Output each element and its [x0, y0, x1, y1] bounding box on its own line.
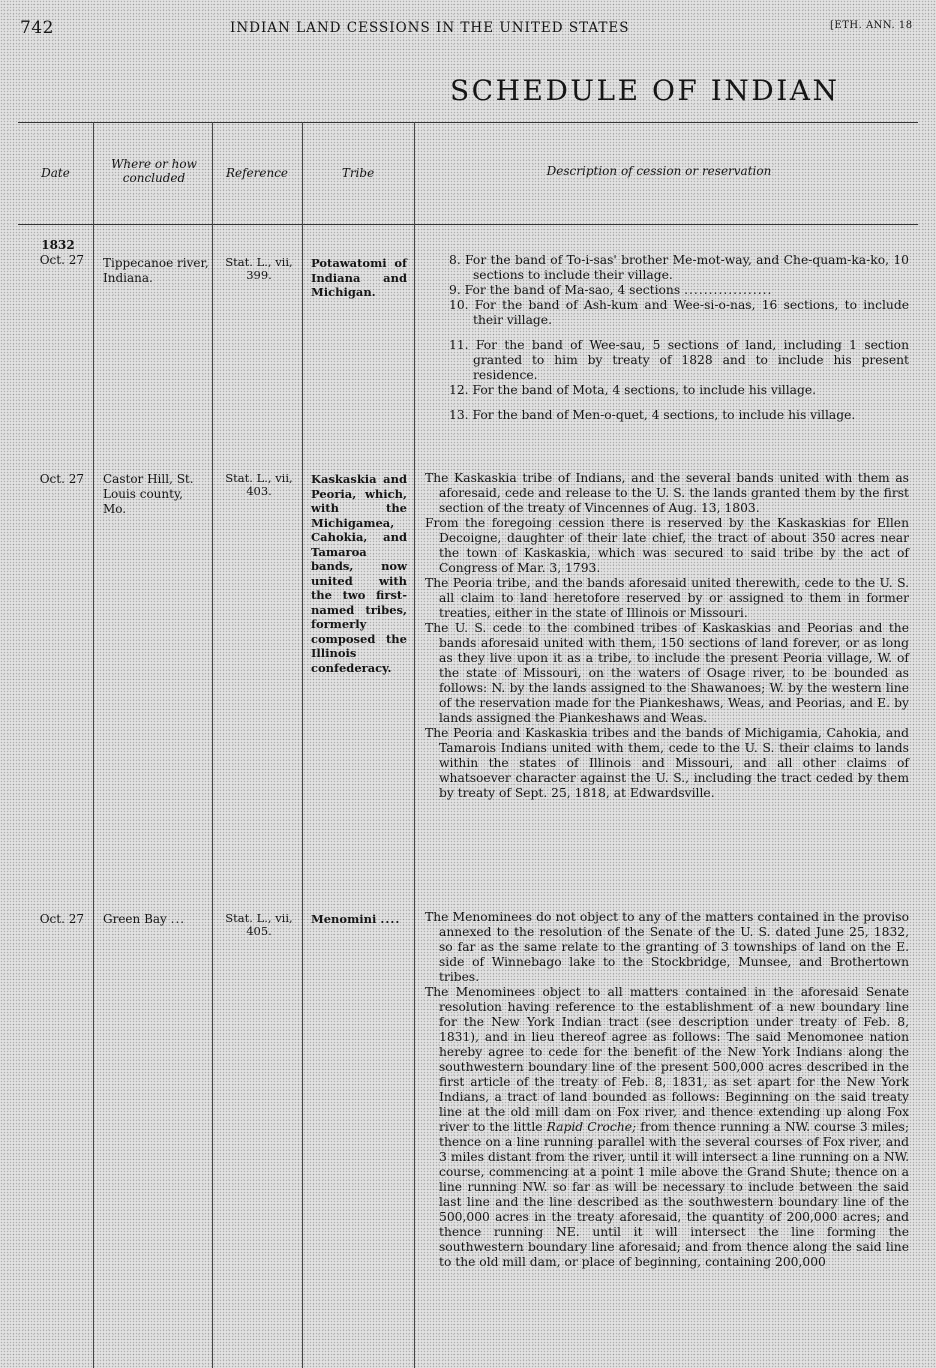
entry-2-para-3: The Peoria tribe, and the bands aforesaid united therewith, cede to the U. S. all claim to land heretofore reserved by or assigned to them in former treaties, either in the state of Illinois or Missouri.: [425, 576, 909, 620]
entry-1-para-3: 10. For the band of Ash-kum and Wee-si-o-nas, 16 sections, to include their village.: [449, 298, 909, 327]
entry-3-date: Oct. 27: [39, 912, 84, 926]
entry-2-para-4: The U. S. cede to the combined tribes of Kaskaskias and Peorias and the bands aforesaid united with them, 150 sections of land forever, or as long as they live upon it as a tribe, to include the present Peoria village, W. of the state of Missouri, on the waters of Osage river, to be bounded as follows: N. by the lands assigned to the Shawanoes; W. by the western line of the reservation made for the Piankeshaws, Weas, and Peorias, and E. by lands assigned the Piankeshaws and Weas.: [425, 621, 909, 725]
rapid-croche-italic: Rapid Croche;: [546, 1120, 637, 1134]
entry-1-para-2: 9. For the band of Ma-sao, 4 sections ..................: [449, 283, 773, 297]
running-header: [0, 18, 936, 40]
entry-1-para-1: 8. For the band of To-i-sas' brother Me-mot-way, and Che-quam-ka-ko, 10 sections to include their village.: [449, 253, 909, 282]
entry-3-description: [425, 910, 909, 1270]
entry-1-date: 1832 Oct. 27: [18, 238, 84, 268]
entry-1-tribe: Potawatomi of Indiana and Michigan.: [311, 256, 407, 299]
entry-3-tribe: Menomini ....: [311, 912, 401, 926]
column-divider-3: [302, 122, 303, 1368]
entry-3-para-2: The Menominees object to all matters contained in the aforesaid Senate resolution having reference to the establishment of a new boundary line for the New York Indian tract (see description under treaty of Feb. 8, 1831), and in lieu thereof agree as follows: The said Menomonee nation hereby agree to cede for the benefit of the New York Indians along the southwestern boundary line of the present 500,000 acres described in the first article of the treaty of Feb. 8, 1831, as set apart for the New York Indians, a tract of land bounded as follows: Beginning on the said treaty line at the old mill dam on Fox river, and thence extending up along Fox river to the little Rapid Croche; from thence running a NW. course 3 miles; thence on a line running parallel with the several courses of Fox river, and 3 miles distant from the river, until it will intersect a line running on a NW. course, commencing at a point 1 mile above the Grand Shute; thence on a line running NW. so far as will be necessary to include between the said last line and the line described as the southwestern boundary line of the 500,000 acres in the treaty aforesaid, the quantity of 200,000 acres; and thence running NE. until it will intersect the line forming the southwestern boundary line aforesaid; and from thence along the said line to the old mill dam, or place of beginning, containing 200,000: [425, 985, 909, 1269]
entry-3-where: Green Bay ...: [103, 912, 186, 926]
entry-2-description: [425, 471, 909, 801]
column-header-reference: Reference: [225, 166, 289, 180]
entry-2-para-1: The Kaskaskia tribe of Indians, and the several bands united with them as aforesaid, cede and release to the U. S. the lands granted them by the first section of the treaty of Vincennes of Aug. 13, 1803.: [425, 471, 909, 515]
entry-3-para-1: The Menominees do not object to any of the matters contained in the proviso annexed to the resolution of the Senate of the U. S. dated June 25, 1832, so far as the same relate to the granting of 3 townships of land on the E. side of Winnebago lake to the Stockbridge, Munsee, and Brothertown tribes.: [425, 910, 909, 984]
column-header-date: Date: [41, 166, 70, 180]
column-divider-1: [93, 122, 94, 1368]
entry-2-para-2: From the foregoing cession there is reserved by the Kaskaskias for Ellen Decoigne, daughter of their late chief, the tract of about 350 acres near the town of Kaskaskia, which was secured to said tribe by the act of Congress of Mar. 3, 1793.: [425, 516, 909, 575]
running-right-label: [ETH. ANN. 18: [830, 20, 913, 31]
schedule-title: SCHEDULE OF INDIAN: [450, 74, 840, 107]
table-header-rule: [18, 224, 918, 225]
entry-2-reference: Stat. L., vii, 403.: [225, 471, 293, 498]
column-header-tribe: Tribe: [341, 166, 375, 180]
column-divider-4: [414, 122, 415, 1368]
entry-1-para-4: 11. For the band of Wee-sau, 5 sections of land, including 1 section granted to him by treaty of 1828 and to include his present residence.: [449, 338, 909, 382]
entry-3-reference: Stat. L., vii, 405.: [225, 911, 293, 938]
entry-1-where: Tippecanoe river, Indiana.: [103, 256, 209, 285]
entry-1-year: 1832: [41, 238, 75, 252]
column-header-where: Where or how concluded: [111, 157, 197, 185]
entry-2-para-5: The Peoria and Kaskaskia tribes and the bands of Michigamia, Cahokia, and Tamarois Indians united with them, cede to the U. S. their claims to lands within the states of Illinois and Missouri, and all other claims of whatsoever character against the U. S., including the tract ceded by them by treaty of Sept. 25, 1818, at Edwardsville.: [425, 726, 909, 800]
entry-2-tribe: Kaskaskia and Peoria, which, with the Michigamea, Cahokia, and Tamaroa bands, now united with the two first-named tribes, formerly composed the Illinois confederacy.: [311, 472, 407, 675]
entry-1-description: [425, 253, 909, 423]
page-number: 742: [20, 18, 54, 38]
entry-1-reference: Stat. L., vii, 399.: [225, 255, 293, 282]
running-title: INDIAN LAND CESSIONS IN THE UNITED STATES: [230, 20, 630, 36]
entry-1-para-6: 13. For the band of Men-o-quet, 4 sections, to include his village.: [449, 408, 856, 422]
entry-1-para-5: 12. For the band of Mota, 4 sections, to include his village.: [449, 383, 817, 397]
column-header-description: Description of cession or reservation: [546, 164, 772, 178]
column-divider-2: [212, 122, 213, 1368]
table-top-rule: [18, 122, 918, 123]
entry-2-where: Castor Hill, St. Louis county, Mo.: [103, 472, 194, 516]
entry-2-date: Oct. 27: [39, 472, 84, 486]
